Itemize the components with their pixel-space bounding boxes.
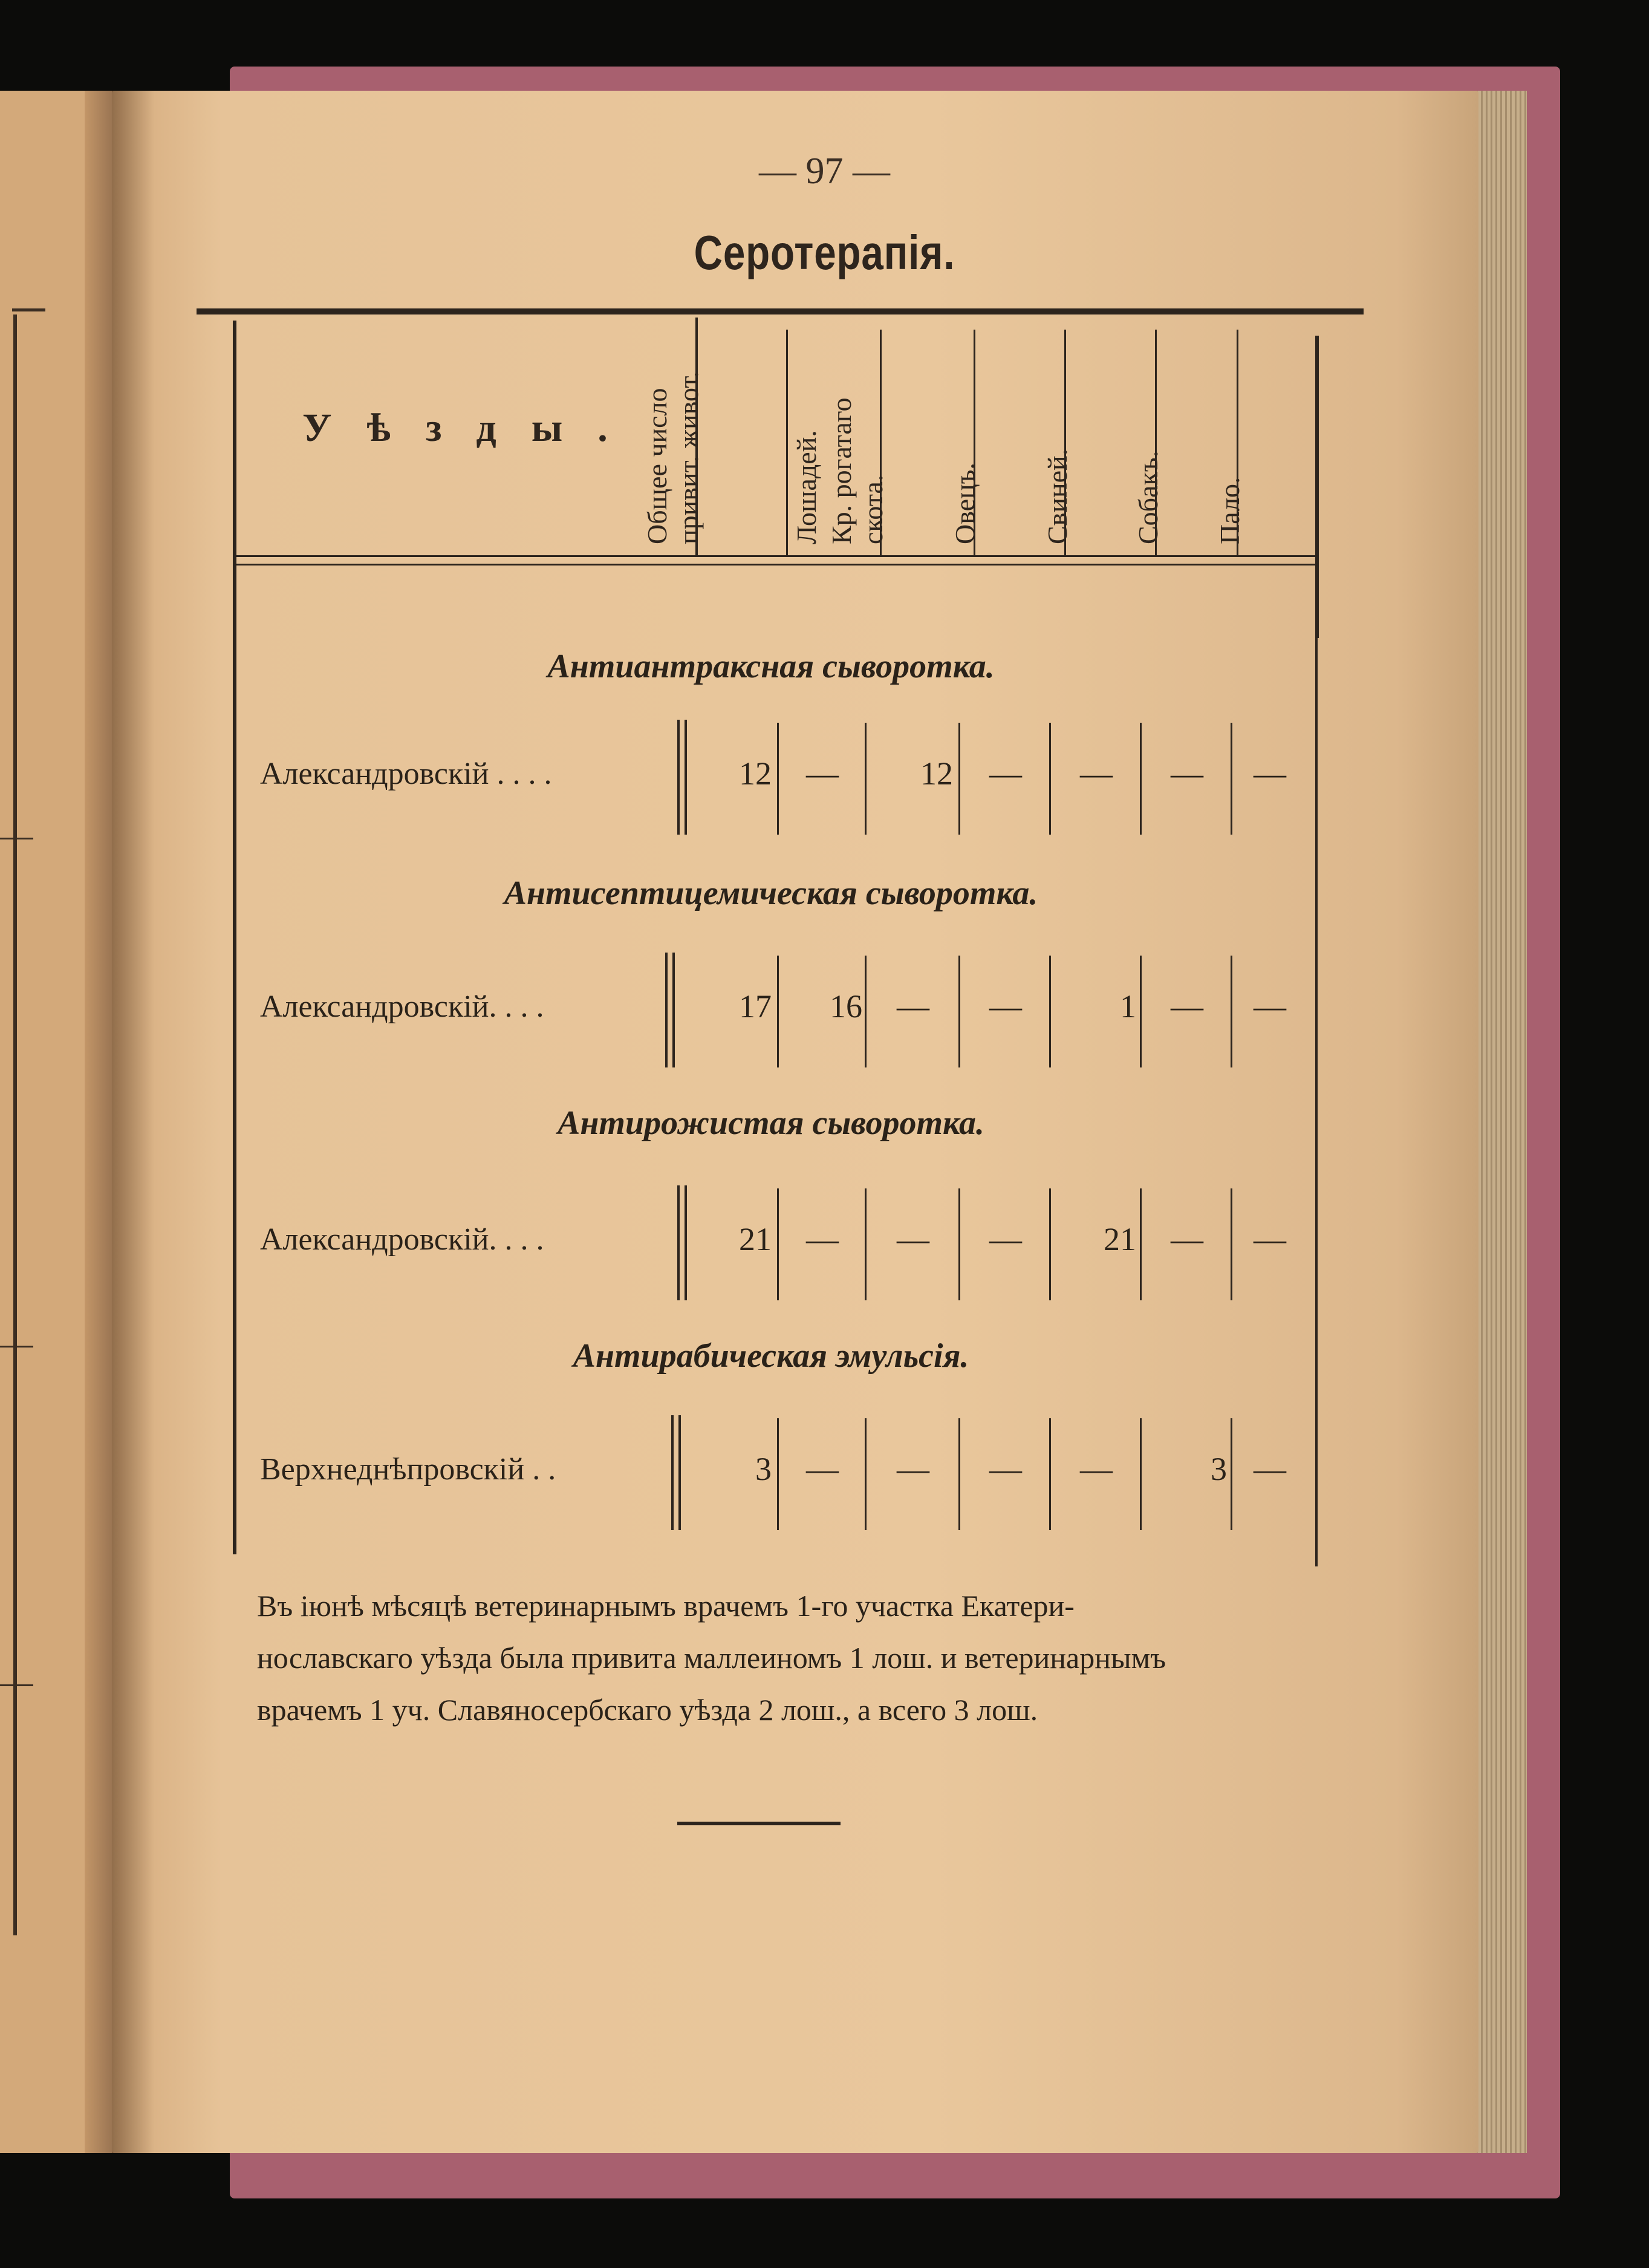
- table-cell: —: [1171, 988, 1203, 1025]
- column-header-label: Лошадей.: [791, 430, 822, 544]
- column-header-label: Кр. рогатаго скота.: [826, 397, 888, 544]
- table-cell: 17: [739, 988, 772, 1025]
- table-cell: —: [989, 988, 1022, 1025]
- table-cell: —: [806, 1451, 839, 1487]
- footnote-line: нославскаго уѣзда была привита маллеиномъ 1 лош. и ветеринарнымъ: [257, 1641, 1166, 1675]
- footnote-line: врачемъ 1 уч. Славяносербскаго уѣзда 2 лош., а всего 3 лош.: [257, 1693, 1038, 1727]
- footnote-paragraph: [257, 1580, 1364, 1736]
- table-cell: 12: [920, 755, 953, 792]
- left-page-rule: [0, 1684, 33, 1686]
- table-cell: —: [1254, 988, 1286, 1025]
- left-page-rule: [0, 838, 33, 839]
- table-cell: 3: [1211, 1451, 1227, 1487]
- table-cell: —: [1254, 1221, 1286, 1257]
- footnote-line: Въ іюнѣ мѣсяцѣ ветеринарнымъ врачемъ 1-го участка Екатери-: [257, 1589, 1075, 1623]
- column-header-label: Пало.: [1214, 477, 1245, 544]
- table-cell: —: [1171, 1221, 1203, 1257]
- row-double-rule: [671, 1415, 674, 1530]
- section-title: Антирабическая эмульсія.: [573, 1337, 969, 1375]
- header-bottom-rule: [236, 564, 1318, 565]
- table-right-rule: [1315, 638, 1318, 1566]
- row-double-rule: [677, 720, 680, 835]
- district-name: Верхнеднѣпровскій . .: [260, 1452, 556, 1487]
- table-cell: —: [806, 755, 839, 792]
- table-cell: 3: [755, 1451, 772, 1487]
- row-double-rule: [678, 1415, 681, 1530]
- section-title: Антиантраксная сыворотка.: [547, 648, 995, 685]
- table-cell: —: [897, 988, 929, 1025]
- table-cell: 1: [1120, 988, 1136, 1025]
- cell-separator: [865, 956, 867, 1067]
- table-cell: —: [897, 1221, 929, 1257]
- column-header-label: Овецъ.: [949, 463, 980, 544]
- row-double-rule: [672, 953, 675, 1067]
- district-name: Александровскій. . . .: [260, 989, 544, 1024]
- table-cell: —: [989, 755, 1022, 792]
- district-name: Александровскій . . . .: [260, 757, 552, 791]
- table-cell: 21: [1104, 1221, 1136, 1257]
- table-top-rule: [197, 308, 1364, 314]
- table-cell: 21: [739, 1221, 772, 1257]
- table-cell: —: [989, 1221, 1022, 1257]
- column-header-label: Собакъ.: [1133, 450, 1163, 544]
- table-cell: —: [1254, 755, 1286, 792]
- table-cell: —: [989, 1451, 1022, 1487]
- left-page-rule: [12, 308, 45, 311]
- page-number: — 97 —: [759, 151, 890, 192]
- district-name: Александровскій. . . .: [260, 1222, 544, 1257]
- page-title: Серотерапія.: [694, 226, 955, 279]
- table-cell: —: [1171, 755, 1203, 792]
- table-cell: 12: [739, 755, 772, 792]
- row-double-rule: [665, 953, 668, 1067]
- table-cell: —: [1080, 755, 1113, 792]
- table-cell: —: [897, 1451, 929, 1487]
- column-header-label: Общее число привит. живот.: [642, 371, 704, 544]
- table-cell: —: [806, 1221, 839, 1257]
- table-right-rule: [1315, 336, 1319, 638]
- header-column-rule: [786, 330, 788, 556]
- section-title: Антирожистая сыворотка.: [557, 1104, 984, 1142]
- end-rule: [677, 1822, 841, 1825]
- column-header-label: Свиней.: [1042, 448, 1073, 544]
- table-cell: —: [1080, 1451, 1113, 1487]
- table-cell: —: [1254, 1451, 1286, 1487]
- table-cell: 16: [830, 988, 862, 1025]
- district-column-header: Уѣзды.: [302, 406, 643, 450]
- row-double-rule: [677, 1185, 680, 1300]
- section-title: Антисептицемическая сыворотка.: [504, 875, 1038, 912]
